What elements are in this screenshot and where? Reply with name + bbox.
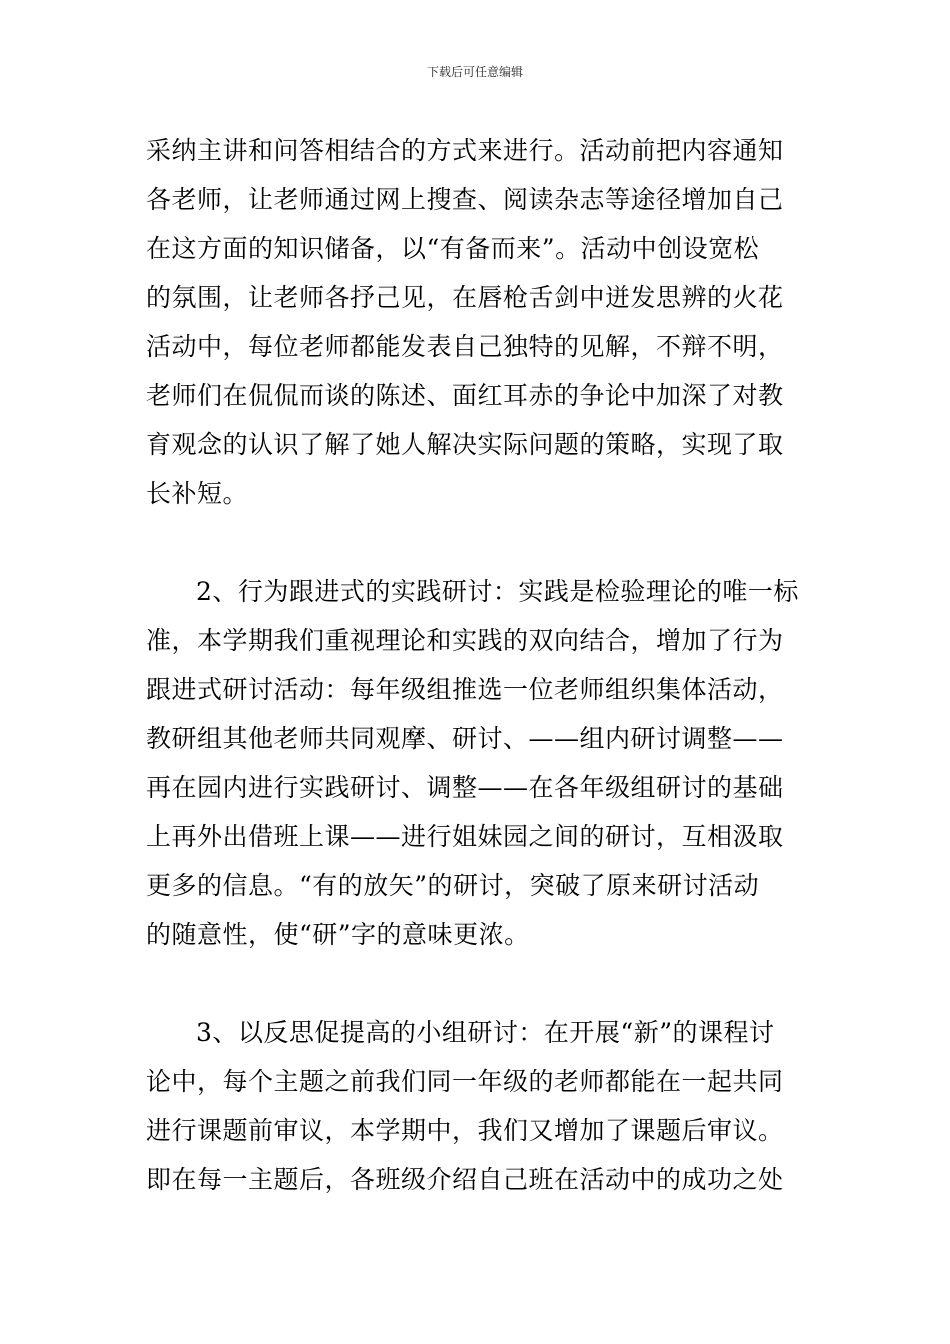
text-line: 2、行为跟进式的实践研讨：实践是检验理论的唯一标 (196, 577, 799, 606)
text-line: 的随意性，使“研”字的意味更浓。 (146, 920, 530, 949)
text-line: 长补短。 (146, 479, 249, 508)
document-body (146, 126, 806, 1204)
paragraph-spacer (146, 959, 806, 1008)
text-line: 的氛围，让老师各抒己见，在唇枪舌剑中迸发思辨的火花 (146, 283, 784, 312)
text-line: 更多的信息。“有的放矢”的研讨，突破了原来研讨活动 (146, 871, 760, 900)
paragraph (146, 1008, 806, 1204)
text-line: 进行课题前审议，本学期中，我们又增加了课题后审议。 (146, 1116, 784, 1145)
text-line: 老师们在侃侃而谈的陈述、面红耳赤的争论中加深了对教 (146, 381, 784, 410)
text-line: 准，本学期我们重视理论和实践的双向结合，增加了行为 (146, 626, 784, 655)
text-line: 各老师，让老师通过网上搜查、阅读杂志等途径增加自己 (146, 185, 784, 214)
text-line: 3、以反思促提高的小组研讨：在开展“新”的课程讨 (196, 1018, 775, 1047)
text-line: 教研组其他老师共同观摩、研讨、——组内研讨调整—— (146, 724, 784, 753)
text-line: 论中，每个主题之前我们同一年级的老师都能在一起共同 (146, 1067, 784, 1096)
text-line: 上再外出借班上课——进行姐妹园之间的研讨，互相汲取 (146, 822, 784, 851)
text-line: 采纳主讲和问答相结合的方式来进行。活动前把内容通知 (146, 136, 784, 165)
text-line: 即在每一主题后，各班级介绍自己班在活动中的成功之处 (146, 1165, 784, 1194)
text-line: 在这方面的知识储备，以“有备而来”。活动中创设宽松 (146, 234, 760, 263)
paragraph (146, 567, 806, 959)
text-line: 再在园内进行实践研讨、调整——在各年级组研讨的基础 (146, 773, 784, 802)
page-header: 下载后可任意编辑 (426, 65, 523, 79)
text-line: 跟进式研讨活动：每年级组推选一位老师组织集体活动， (146, 675, 784, 704)
paragraph (146, 126, 806, 518)
text-line: 活动中，每位老师都能发表自己独特的见解，不辩不明， (146, 332, 784, 361)
paragraph-spacer (146, 518, 806, 567)
text-line: 育观念的认识了解了她人解决实际问题的策略，实现了取 (146, 430, 784, 459)
